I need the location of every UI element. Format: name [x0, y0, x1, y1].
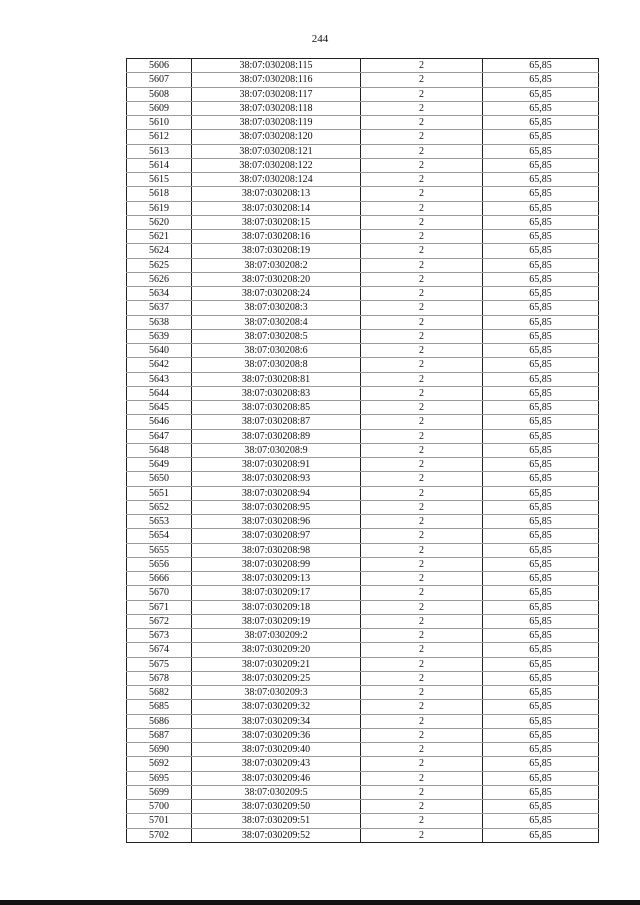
row-number-cell: 5625 — [127, 258, 192, 272]
row-number-cell: 5642 — [127, 358, 192, 372]
value-cell: 65,85 — [483, 173, 599, 187]
count-cell: 2 — [361, 572, 483, 586]
count-cell: 2 — [361, 771, 483, 785]
row-number-cell: 5699 — [127, 785, 192, 799]
value-cell: 65,85 — [483, 386, 599, 400]
table-row — [127, 272, 599, 286]
cadastral-number-cell: 38:07:030208:85 — [192, 401, 361, 415]
value-cell: 65,85 — [483, 73, 599, 87]
scan-edge-bar — [0, 900, 640, 905]
count-cell: 2 — [361, 315, 483, 329]
table-row — [127, 372, 599, 386]
value-cell: 65,85 — [483, 215, 599, 229]
cadastral-number-cell: 38:07:030208:98 — [192, 543, 361, 557]
table-row — [127, 287, 599, 301]
value-cell: 65,85 — [483, 686, 599, 700]
value-cell: 65,85 — [483, 828, 599, 842]
registry-table-body — [127, 59, 599, 843]
row-number-cell: 5615 — [127, 173, 192, 187]
count-cell: 2 — [361, 785, 483, 799]
value-cell: 65,85 — [483, 401, 599, 415]
row-number-cell: 5640 — [127, 344, 192, 358]
table-row — [127, 771, 599, 785]
count-cell: 2 — [361, 187, 483, 201]
count-cell: 2 — [361, 401, 483, 415]
cadastral-number-cell: 38:07:030208:89 — [192, 429, 361, 443]
row-number-cell: 5686 — [127, 714, 192, 728]
cadastral-number-cell: 38:07:030208:91 — [192, 458, 361, 472]
table-row — [127, 315, 599, 329]
cadastral-number-cell: 38:07:030209:18 — [192, 600, 361, 614]
cadastral-number-cell: 38:07:030208:96 — [192, 515, 361, 529]
row-number-cell: 5670 — [127, 586, 192, 600]
table-row — [127, 700, 599, 714]
row-number-cell: 5671 — [127, 600, 192, 614]
table-row — [127, 814, 599, 828]
value-cell: 65,85 — [483, 543, 599, 557]
count-cell: 2 — [361, 258, 483, 272]
count-cell: 2 — [361, 329, 483, 343]
table-row — [127, 415, 599, 429]
table-row — [127, 144, 599, 158]
count-cell: 2 — [361, 344, 483, 358]
table-row — [127, 458, 599, 472]
count-cell: 2 — [361, 671, 483, 685]
table-row — [127, 600, 599, 614]
cadastral-number-cell: 38:07:030208:4 — [192, 315, 361, 329]
count-cell: 2 — [361, 700, 483, 714]
table-row — [127, 130, 599, 144]
row-number-cell: 5608 — [127, 87, 192, 101]
value-cell: 65,85 — [483, 158, 599, 172]
count-cell: 2 — [361, 173, 483, 187]
table-row — [127, 87, 599, 101]
count-cell: 2 — [361, 743, 483, 757]
row-number-cell: 5634 — [127, 287, 192, 301]
table-row — [127, 828, 599, 842]
row-number-cell: 5673 — [127, 629, 192, 643]
row-number-cell: 5700 — [127, 800, 192, 814]
count-cell: 2 — [361, 529, 483, 543]
count-cell: 2 — [361, 101, 483, 115]
value-cell: 65,85 — [483, 272, 599, 286]
cadastral-number-cell: 38:07:030208:97 — [192, 529, 361, 543]
count-cell: 2 — [361, 828, 483, 842]
count-cell: 2 — [361, 244, 483, 258]
count-cell: 2 — [361, 515, 483, 529]
count-cell: 2 — [361, 116, 483, 130]
value-cell: 65,85 — [483, 643, 599, 657]
row-number-cell: 5609 — [127, 101, 192, 115]
value-cell: 65,85 — [483, 500, 599, 514]
table-row — [127, 757, 599, 771]
cadastral-number-cell: 38:07:030208:119 — [192, 116, 361, 130]
table-row — [127, 329, 599, 343]
value-cell: 65,85 — [483, 586, 599, 600]
value-cell: 65,85 — [483, 743, 599, 757]
count-cell: 2 — [361, 87, 483, 101]
cadastral-number-cell: 38:07:030208:8 — [192, 358, 361, 372]
value-cell: 65,85 — [483, 472, 599, 486]
count-cell: 2 — [361, 230, 483, 244]
cadastral-number-cell: 38:07:030209:43 — [192, 757, 361, 771]
row-number-cell: 5678 — [127, 671, 192, 685]
count-cell: 2 — [361, 557, 483, 571]
value-cell: 65,85 — [483, 515, 599, 529]
cadastral-number-cell: 38:07:030208:5 — [192, 329, 361, 343]
row-number-cell: 5618 — [127, 187, 192, 201]
row-number-cell: 5692 — [127, 757, 192, 771]
cadastral-number-cell: 38:07:030209:52 — [192, 828, 361, 842]
table-row — [127, 515, 599, 529]
value-cell: 65,85 — [483, 757, 599, 771]
table-row — [127, 486, 599, 500]
row-number-cell: 5654 — [127, 529, 192, 543]
cadastral-number-cell: 38:07:030209:17 — [192, 586, 361, 600]
page-number: 244 — [311, 33, 329, 45]
count-cell: 2 — [361, 728, 483, 742]
value-cell: 65,85 — [483, 144, 599, 158]
row-number-cell: 5656 — [127, 557, 192, 571]
count-cell: 2 — [361, 686, 483, 700]
cadastral-number-cell: 38:07:030208:95 — [192, 500, 361, 514]
value-cell: 65,85 — [483, 287, 599, 301]
cadastral-number-cell: 38:07:030208:19 — [192, 244, 361, 258]
value-cell: 65,85 — [483, 714, 599, 728]
cadastral-number-cell: 38:07:030208:16 — [192, 230, 361, 244]
cadastral-number-cell: 38:07:030209:19 — [192, 614, 361, 628]
count-cell: 2 — [361, 372, 483, 386]
count-cell: 2 — [361, 614, 483, 628]
table-row — [127, 500, 599, 514]
table-row — [127, 728, 599, 742]
cadastral-number-cell: 38:07:030209:34 — [192, 714, 361, 728]
table-row — [127, 116, 599, 130]
value-cell: 65,85 — [483, 800, 599, 814]
row-number-cell: 5690 — [127, 743, 192, 757]
cadastral-number-cell: 38:07:030208:24 — [192, 287, 361, 301]
table-row — [127, 557, 599, 571]
count-cell: 2 — [361, 301, 483, 315]
count-cell: 2 — [361, 458, 483, 472]
cadastral-number-cell: 38:07:030208:20 — [192, 272, 361, 286]
value-cell: 65,85 — [483, 429, 599, 443]
value-cell: 65,85 — [483, 230, 599, 244]
row-number-cell: 5682 — [127, 686, 192, 700]
row-number-cell: 5606 — [127, 59, 192, 73]
count-cell: 2 — [361, 643, 483, 657]
cadastral-number-cell: 38:07:030209:21 — [192, 657, 361, 671]
table-row — [127, 215, 599, 229]
count-cell: 2 — [361, 543, 483, 557]
row-number-cell: 5644 — [127, 386, 192, 400]
table-row — [127, 586, 599, 600]
table-row — [127, 201, 599, 215]
table-row — [127, 101, 599, 115]
value-cell: 65,85 — [483, 130, 599, 144]
value-cell: 65,85 — [483, 458, 599, 472]
row-number-cell: 5648 — [127, 443, 192, 457]
count-cell: 2 — [361, 130, 483, 144]
value-cell: 65,85 — [483, 244, 599, 258]
row-number-cell: 5653 — [127, 515, 192, 529]
value-cell: 65,85 — [483, 728, 599, 742]
count-cell: 2 — [361, 215, 483, 229]
value-cell: 65,85 — [483, 415, 599, 429]
cadastral-number-cell: 38:07:030208:117 — [192, 87, 361, 101]
row-number-cell: 5624 — [127, 244, 192, 258]
value-cell: 65,85 — [483, 329, 599, 343]
row-number-cell: 5701 — [127, 814, 192, 828]
row-number-cell: 5655 — [127, 543, 192, 557]
table-row — [127, 686, 599, 700]
row-number-cell: 5651 — [127, 486, 192, 500]
table-row — [127, 73, 599, 87]
count-cell: 2 — [361, 443, 483, 457]
table-row — [127, 614, 599, 628]
count-cell: 2 — [361, 272, 483, 286]
row-number-cell: 5626 — [127, 272, 192, 286]
value-cell: 65,85 — [483, 600, 599, 614]
row-number-cell: 5621 — [127, 230, 192, 244]
count-cell: 2 — [361, 429, 483, 443]
value-cell: 65,85 — [483, 771, 599, 785]
table-row — [127, 443, 599, 457]
cadastral-number-cell: 38:07:030208:121 — [192, 144, 361, 158]
row-number-cell: 5666 — [127, 572, 192, 586]
count-cell: 2 — [361, 657, 483, 671]
value-cell: 65,85 — [483, 258, 599, 272]
value-cell: 65,85 — [483, 315, 599, 329]
value-cell: 65,85 — [483, 629, 599, 643]
table-row — [127, 386, 599, 400]
cadastral-number-cell: 38:07:030208:94 — [192, 486, 361, 500]
value-cell: 65,85 — [483, 700, 599, 714]
row-number-cell: 5610 — [127, 116, 192, 130]
value-cell: 65,85 — [483, 557, 599, 571]
value-cell: 65,85 — [483, 529, 599, 543]
table-row — [127, 671, 599, 685]
count-cell: 2 — [361, 144, 483, 158]
table-row — [127, 472, 599, 486]
table-row — [127, 244, 599, 258]
value-cell: 65,85 — [483, 443, 599, 457]
row-number-cell: 5687 — [127, 728, 192, 742]
row-number-cell: 5645 — [127, 401, 192, 415]
cadastral-number-cell: 38:07:030208:14 — [192, 201, 361, 215]
table-row — [127, 629, 599, 643]
value-cell: 65,85 — [483, 657, 599, 671]
cadastral-number-cell: 38:07:030208:13 — [192, 187, 361, 201]
table-row — [127, 785, 599, 799]
cadastral-number-cell: 38:07:030208:3 — [192, 301, 361, 315]
count-cell: 2 — [361, 201, 483, 215]
table-row — [127, 158, 599, 172]
cadastral-number-cell: 38:07:030208:120 — [192, 130, 361, 144]
count-cell: 2 — [361, 800, 483, 814]
row-number-cell: 5637 — [127, 301, 192, 315]
registry-table — [126, 58, 599, 843]
table-row — [127, 657, 599, 671]
row-number-cell: 5614 — [127, 158, 192, 172]
cadastral-number-cell: 38:07:030209:46 — [192, 771, 361, 785]
row-number-cell: 5649 — [127, 458, 192, 472]
table-row — [127, 258, 599, 272]
cadastral-number-cell: 38:07:030208:118 — [192, 101, 361, 115]
table-row — [127, 59, 599, 73]
table-row — [127, 743, 599, 757]
count-cell: 2 — [361, 59, 483, 73]
cadastral-number-cell: 38:07:030208:87 — [192, 415, 361, 429]
table-row — [127, 358, 599, 372]
cadastral-number-cell: 38:07:030209:40 — [192, 743, 361, 757]
row-number-cell: 5639 — [127, 329, 192, 343]
count-cell: 2 — [361, 287, 483, 301]
cadastral-number-cell: 38:07:030208:116 — [192, 73, 361, 87]
cadastral-number-cell: 38:07:030209:50 — [192, 800, 361, 814]
cadastral-number-cell: 38:07:030208:9 — [192, 443, 361, 457]
value-cell: 65,85 — [483, 201, 599, 215]
count-cell: 2 — [361, 472, 483, 486]
value-cell: 65,85 — [483, 101, 599, 115]
table-row — [127, 800, 599, 814]
count-cell: 2 — [361, 358, 483, 372]
value-cell: 65,85 — [483, 301, 599, 315]
value-cell: 65,85 — [483, 671, 599, 685]
cadastral-number-cell: 38:07:030208:81 — [192, 372, 361, 386]
cadastral-number-cell: 38:07:030209:2 — [192, 629, 361, 643]
table-row — [127, 429, 599, 443]
count-cell: 2 — [361, 386, 483, 400]
table-row — [127, 230, 599, 244]
value-cell: 65,85 — [483, 785, 599, 799]
table-row — [127, 187, 599, 201]
value-cell: 65,85 — [483, 187, 599, 201]
value-cell: 65,85 — [483, 59, 599, 73]
count-cell: 2 — [361, 714, 483, 728]
value-cell: 65,85 — [483, 486, 599, 500]
cadastral-number-cell: 38:07:030208:2 — [192, 258, 361, 272]
cadastral-number-cell: 38:07:030209:13 — [192, 572, 361, 586]
table-row — [127, 543, 599, 557]
value-cell: 65,85 — [483, 814, 599, 828]
count-cell: 2 — [361, 73, 483, 87]
cadastral-number-cell: 38:07:030208:15 — [192, 215, 361, 229]
row-number-cell: 5638 — [127, 315, 192, 329]
row-number-cell: 5650 — [127, 472, 192, 486]
count-cell: 2 — [361, 415, 483, 429]
cadastral-number-cell: 38:07:030209:36 — [192, 728, 361, 742]
table-row — [127, 173, 599, 187]
value-cell: 65,85 — [483, 344, 599, 358]
value-cell: 65,85 — [483, 572, 599, 586]
cadastral-number-cell: 38:07:030208:83 — [192, 386, 361, 400]
count-cell: 2 — [361, 486, 483, 500]
cadastral-number-cell: 38:07:030209:3 — [192, 686, 361, 700]
value-cell: 65,85 — [483, 116, 599, 130]
row-number-cell: 5652 — [127, 500, 192, 514]
row-number-cell: 5607 — [127, 73, 192, 87]
cadastral-number-cell: 38:07:030208:115 — [192, 59, 361, 73]
cadastral-number-cell: 38:07:030209:5 — [192, 785, 361, 799]
value-cell: 65,85 — [483, 87, 599, 101]
row-number-cell: 5613 — [127, 144, 192, 158]
row-number-cell: 5695 — [127, 771, 192, 785]
cadastral-number-cell: 38:07:030208:6 — [192, 344, 361, 358]
row-number-cell: 5619 — [127, 201, 192, 215]
table-row — [127, 401, 599, 415]
table-row — [127, 344, 599, 358]
value-cell: 65,85 — [483, 614, 599, 628]
cadastral-number-cell: 38:07:030209:25 — [192, 671, 361, 685]
count-cell: 2 — [361, 500, 483, 514]
row-number-cell: 5612 — [127, 130, 192, 144]
count-cell: 2 — [361, 586, 483, 600]
count-cell: 2 — [361, 629, 483, 643]
value-cell: 65,85 — [483, 358, 599, 372]
count-cell: 2 — [361, 757, 483, 771]
count-cell: 2 — [361, 600, 483, 614]
row-number-cell: 5685 — [127, 700, 192, 714]
cadastral-number-cell: 38:07:030208:99 — [192, 557, 361, 571]
cadastral-number-cell: 38:07:030209:32 — [192, 700, 361, 714]
row-number-cell: 5675 — [127, 657, 192, 671]
row-number-cell: 5674 — [127, 643, 192, 657]
value-cell: 65,85 — [483, 372, 599, 386]
cadastral-number-cell: 38:07:030208:93 — [192, 472, 361, 486]
row-number-cell: 5702 — [127, 828, 192, 842]
table-row — [127, 529, 599, 543]
row-number-cell: 5646 — [127, 415, 192, 429]
cadastral-number-cell: 38:07:030208:124 — [192, 173, 361, 187]
table-row — [127, 643, 599, 657]
row-number-cell: 5643 — [127, 372, 192, 386]
row-number-cell: 5620 — [127, 215, 192, 229]
table-row — [127, 301, 599, 315]
cadastral-number-cell: 38:07:030209:20 — [192, 643, 361, 657]
cadastral-number-cell: 38:07:030209:51 — [192, 814, 361, 828]
count-cell: 2 — [361, 158, 483, 172]
cadastral-number-cell: 38:07:030208:122 — [192, 158, 361, 172]
row-number-cell: 5672 — [127, 614, 192, 628]
row-number-cell: 5647 — [127, 429, 192, 443]
table-row — [127, 714, 599, 728]
table-row — [127, 572, 599, 586]
count-cell: 2 — [361, 814, 483, 828]
